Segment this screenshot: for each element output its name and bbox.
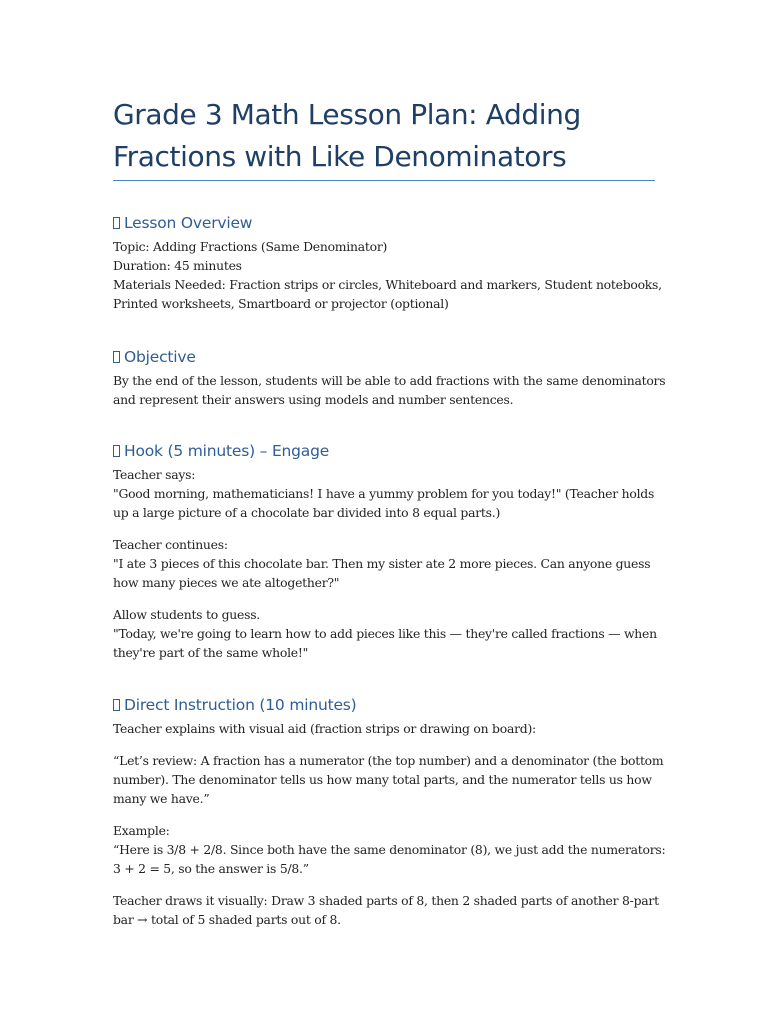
text-line: how many pieces we ate altogether?" — [113, 575, 340, 590]
text-line: By the end of the lesson, students will be able to add fractions with the same denominators — [113, 373, 666, 388]
section-heading — [113, 346, 658, 368]
paragraph — [113, 751, 664, 808]
text-line: Teacher says: — [113, 467, 196, 482]
text-line: Allow students to guess. — [113, 607, 260, 622]
paragraph — [113, 719, 658, 738]
text-line: up a large picture of a chocolate bar divided into 8 equal parts.) — [113, 505, 501, 520]
section-heading — [113, 212, 658, 234]
text-line: they're part of the same whole!" — [113, 645, 309, 660]
text-line: Duration: 45 minutes — [113, 258, 242, 273]
missing-glyph-icon — [113, 351, 120, 363]
missing-glyph-icon — [113, 699, 120, 711]
section-heading-text: Lesson Overview — [124, 214, 253, 232]
section-heading — [113, 440, 658, 462]
text-line: Printed worksheets, Smartboard or projector (optional) — [113, 296, 449, 311]
text-line: "I ate 3 pieces of this chocolate bar. Then my sister ate 2 more pieces. Can anyone guess — [113, 556, 651, 571]
text-line: "Today, we're going to learn how to add pieces like this — they're called fractions — when — [113, 626, 657, 641]
text-line: number). The denominator tells us how many total parts, and the numerator tells us how — [113, 772, 652, 787]
paragraph — [113, 891, 658, 929]
paragraph — [113, 237, 662, 313]
section-direct-instruction — [113, 694, 666, 929]
paragraph — [113, 605, 658, 662]
missing-glyph-icon — [113, 445, 120, 457]
text-line: Teacher continues: — [113, 537, 228, 552]
section-objective — [113, 346, 666, 409]
text-line: Materials Needed: Fraction strips or circles, Whiteboard and markers, Student notebooks, — [113, 277, 662, 292]
title-line-1: Grade 3 Math Lesson Plan: Adding — [113, 98, 581, 131]
section-heading-text: Objective — [124, 348, 196, 366]
paragraph — [113, 535, 658, 592]
text-line: and represent their answers using models and number sentences. — [113, 392, 514, 407]
section-heading-text: Direct Instruction (10 minutes) — [124, 696, 357, 714]
text-line: 3 + 2 = 5, so the answer is 5/8.” — [113, 861, 309, 876]
section-heading — [113, 694, 658, 716]
paragraph — [113, 371, 666, 409]
text-line: bar → total of 5 shaded parts out of 8. — [113, 912, 341, 927]
title-line-2: Fractions with Like Denominators — [113, 140, 567, 173]
title-underline — [113, 180, 655, 181]
text-line: “Let’s review: A fraction has a numerator (the top number) and a denominator (the bottom — [113, 753, 664, 768]
section-heading-text: Hook (5 minutes) – Engage — [124, 442, 330, 460]
section-hook — [113, 440, 658, 662]
text-line: many we have.” — [113, 791, 210, 806]
section-lesson-overview — [113, 212, 662, 313]
paragraph — [113, 465, 658, 522]
text-line: Topic: Adding Fractions (Same Denominator) — [113, 239, 388, 254]
text-line: Teacher draws it visually: Draw 3 shaded parts of 8, then 2 shaded parts of another 8-part — [113, 893, 659, 908]
text-line: "Good morning, mathematicians! I have a yummy problem for you today!" (Teacher holds — [113, 486, 655, 501]
text-line: Teacher explains with visual aid (fraction strips or drawing on board): — [113, 721, 536, 736]
text-line: “Here is 3/8 + 2/8. Since both have the same denominator (8), we just add the numerators: — [113, 842, 666, 857]
text-line: Example: — [113, 823, 170, 838]
paragraph — [113, 821, 666, 878]
missing-glyph-icon — [113, 217, 120, 229]
document-title — [113, 94, 673, 178]
